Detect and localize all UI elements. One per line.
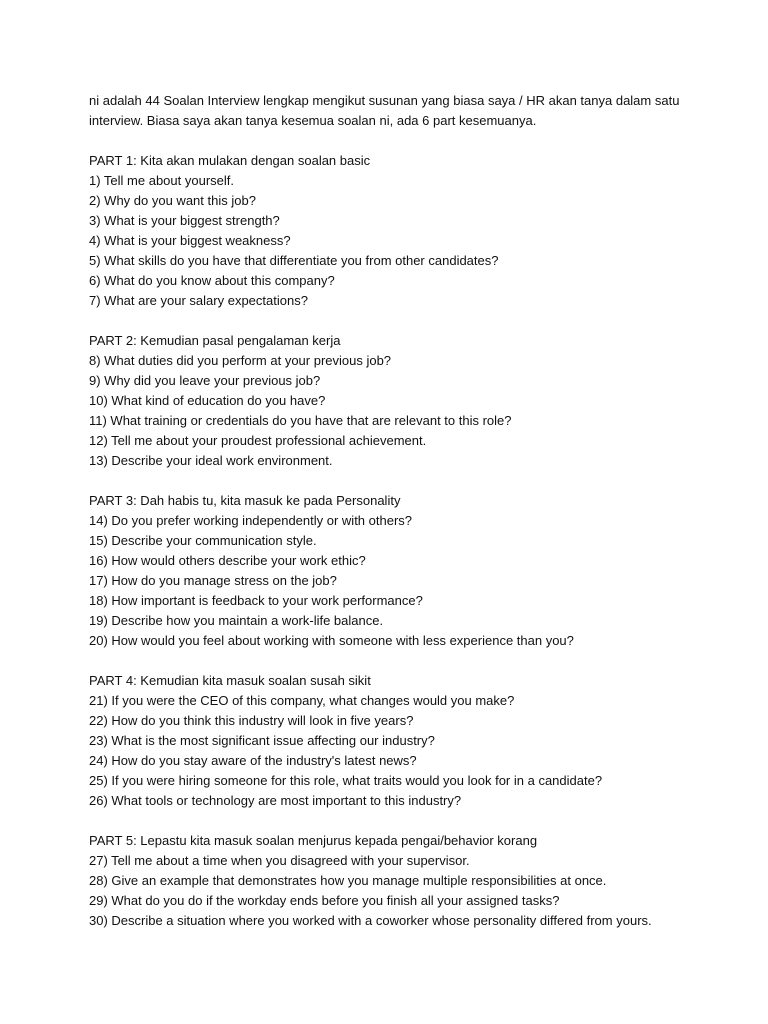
part-section [89,671,728,811]
question-item: 15) Describe your communication style. [89,533,317,548]
question-item: 22) How do you think this industry will look in five years? [89,713,414,728]
intro-paragraph [89,91,728,131]
question-item: 10) What kind of education do you have? [89,393,326,408]
question-list [89,511,728,651]
part-heading: PART 3: Dah habis tu, kita masuk ke pada Personality [89,493,401,508]
intro-line: interview. Biasa saya akan tanya kesemua soalan ni, ada 6 part kesemuanya. [89,113,537,128]
parts-container [89,151,728,931]
question-item: 19) Describe how you maintain a work-life balance. [89,613,384,628]
question-item: 30) Describe a situation where you worked with a coworker whose personality differed from yours. [89,913,652,928]
question-item: 18) How important is feedback to your work performance? [89,593,423,608]
question-item: 7) What are your salary expectations? [89,293,308,308]
question-list [89,851,728,931]
question-item: 9) Why did you leave your previous job? [89,373,321,388]
part-heading: PART 4: Kemudian kita masuk soalan susah sikit [89,673,371,688]
question-item: 17) How do you manage stress on the job? [89,573,337,588]
question-item: 27) Tell me about a time when you disagreed with your supervisor. [89,853,470,868]
part-section [89,491,728,651]
question-list [89,351,728,471]
question-item: 24) How do you stay aware of the industry's latest news? [89,753,417,768]
part-section [89,331,728,471]
question-list [89,691,728,811]
question-item: 2) Why do you want this job? [89,193,256,208]
question-item: 25) If you were hiring someone for this role, what traits would you look for in a candidate? [89,773,603,788]
question-item: 6) What do you know about this company? [89,273,335,288]
part-section [89,151,728,311]
part-heading: PART 5: Lepastu kita masuk soalan menjurus kepada pengai/behavior korang [89,833,538,848]
question-item: 16) How would others describe your work ethic? [89,553,366,568]
question-item: 20) How would you feel about working with someone with less experience than you? [89,633,574,648]
question-item: 29) What do you do if the workday ends before you finish all your assigned tasks? [89,893,560,908]
question-item: 13) Describe your ideal work environment. [89,453,333,468]
part-section [89,831,728,931]
question-item: 11) What training or credentials do you have that are relevant to this role? [89,413,512,428]
question-item: 1) Tell me about yourself. [89,173,234,188]
question-item: 5) What skills do you have that differentiate you from other candidates? [89,253,499,268]
question-item: 23) What is the most significant issue affecting our industry? [89,733,435,748]
part-heading: PART 2: Kemudian pasal pengalaman kerja [89,333,341,348]
question-item: 21) If you were the CEO of this company, what changes would you make? [89,693,515,708]
question-list [89,171,728,311]
intro-line: ni adalah 44 Soalan Interview lengkap mengikut susunan yang biasa saya / HR akan tanya dalam satu [89,93,680,108]
question-item: 8) What duties did you perform at your previous job? [89,353,392,368]
question-item: 28) Give an example that demonstrates how you manage multiple responsibilities at once. [89,873,607,888]
question-item: 3) What is your biggest strength? [89,213,280,228]
question-item: 12) Tell me about your proudest professional achievement. [89,433,427,448]
question-item: 26) What tools or technology are most important to this industry? [89,793,462,808]
part-heading: PART 1: Kita akan mulakan dengan soalan basic [89,153,371,168]
question-item: 14) Do you prefer working independently or with others? [89,513,413,528]
question-item: 4) What is your biggest weakness? [89,233,291,248]
